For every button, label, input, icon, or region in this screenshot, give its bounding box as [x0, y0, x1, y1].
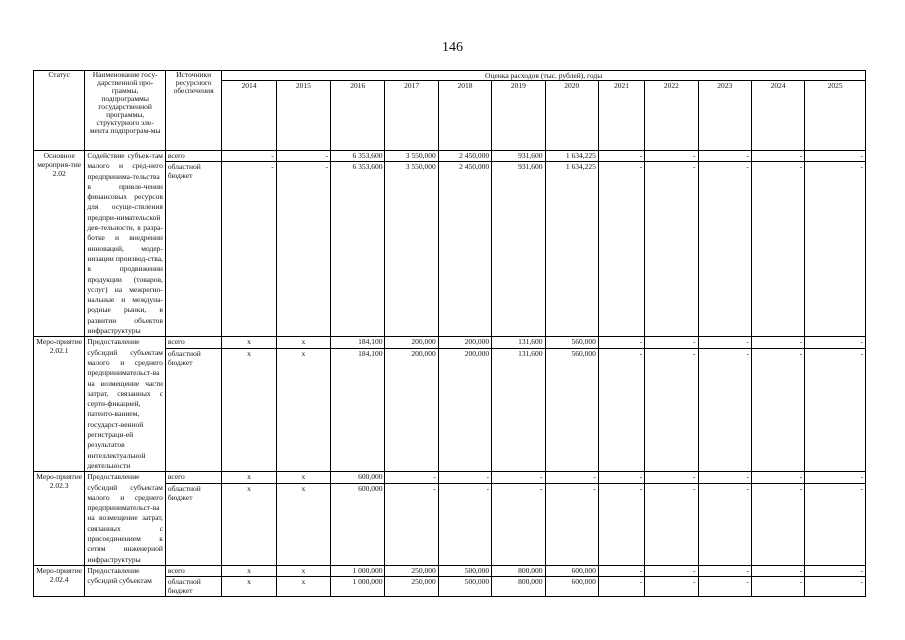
header-costs-title: Оценка расходов (тыс. рублей), годы [222, 71, 866, 81]
row-value: - [598, 337, 644, 349]
row-value: 3 550,000 [385, 151, 438, 162]
header-year: 2019 [492, 81, 545, 151]
row-source: областной бюджет [165, 349, 221, 472]
row-value: 500,000 [438, 565, 491, 576]
row-value: - [805, 337, 866, 349]
row-value: - [698, 151, 751, 162]
page-number: 146 [442, 40, 463, 55]
header-year: 2021 [598, 81, 644, 151]
row-value: 184,100 [331, 337, 385, 349]
row-source: областной бюджет [165, 576, 221, 596]
row-value: - [805, 349, 866, 472]
row-value: - [438, 472, 491, 484]
header-sources: Источники ресурсного обеспечения [165, 71, 221, 151]
budget-table [33, 70, 866, 597]
table-row [34, 565, 866, 576]
row-source: всего [165, 151, 221, 162]
row-value: 931,600 [492, 162, 545, 337]
header-year: 2020 [545, 81, 598, 151]
row-source: всего [165, 565, 221, 576]
row-value: 1 000,000 [331, 576, 385, 596]
header-year: 2022 [645, 81, 698, 151]
table-row [34, 337, 866, 349]
row-value: 200,000 [438, 349, 491, 472]
row-value: - [751, 162, 804, 337]
row-value: - [751, 483, 804, 565]
row-value: - [751, 565, 804, 576]
row-value: - [698, 565, 751, 576]
row-value: 600,000 [331, 483, 385, 565]
row-value: 600,000 [331, 472, 385, 484]
row-name: Предоставление субсидий субъектам [85, 565, 166, 596]
table-row [34, 472, 866, 484]
row-value: x [222, 576, 276, 596]
row-value: x [276, 576, 330, 596]
row-value: - [438, 483, 491, 565]
row-value: x [276, 472, 330, 484]
row-value: 200,000 [438, 337, 491, 349]
table-row [34, 151, 866, 162]
row-value: x [276, 565, 330, 576]
row-value: 6 353,600 [331, 151, 385, 162]
row-value: - [698, 337, 751, 349]
row-value: x [222, 483, 276, 565]
row-value: 200,000 [385, 337, 438, 349]
row-value: - [751, 151, 804, 162]
row-value: x [222, 565, 276, 576]
header-year: 2023 [698, 81, 751, 151]
row-value: 500,000 [438, 576, 491, 596]
row-value: 600,000 [545, 576, 598, 596]
row-status: Меро-приятие 2.02.4 [34, 565, 85, 596]
row-value: 250,000 [385, 565, 438, 576]
row-value: - [598, 576, 644, 596]
row-value: x [222, 337, 276, 349]
row-value: - [545, 472, 598, 484]
row-value: - [222, 162, 276, 337]
row-value: - [805, 565, 866, 576]
row-value: 2 450,000 [438, 151, 491, 162]
row-value: - [751, 337, 804, 349]
header-year: 2017 [385, 81, 438, 151]
header-year: 2014 [222, 81, 276, 151]
row-value: x [222, 349, 276, 472]
row-status: Основное мероприя-тие 2.02 [34, 151, 85, 337]
header-year: 2016 [331, 81, 385, 151]
row-value: 184,100 [331, 349, 385, 472]
row-value: - [598, 151, 644, 162]
row-value: - [805, 151, 866, 162]
row-value: 560,000 [545, 349, 598, 472]
row-value: x [276, 337, 330, 349]
row-value: - [385, 483, 438, 565]
row-value: - [645, 565, 698, 576]
row-value: - [545, 483, 598, 565]
row-value: - [805, 162, 866, 337]
row-source: всего [165, 337, 221, 349]
row-value: - [598, 483, 644, 565]
row-value: - [751, 349, 804, 472]
row-status: Меро-приятие 2.02.3 [34, 472, 85, 566]
row-value: - [698, 483, 751, 565]
row-source: областной бюджет [165, 483, 221, 565]
row-value: 3 550,000 [385, 162, 438, 337]
row-value: - [598, 472, 644, 484]
row-value: - [222, 151, 276, 162]
row-value: - [385, 472, 438, 484]
row-value: 131,600 [492, 337, 545, 349]
row-status: Меро-приятие 2.02.1 [34, 337, 85, 472]
row-value: - [698, 472, 751, 484]
row-value: - [805, 483, 866, 565]
header-year: 2024 [751, 81, 804, 151]
row-value: 2 450,000 [438, 162, 491, 337]
header-name: Наименование госу-дарственной про-граммы, подпрограммы государственной программы, структурного эле-мента подпрограм-мы [85, 71, 166, 151]
row-value: 200,000 [385, 349, 438, 472]
row-value: - [598, 162, 644, 337]
row-value: - [805, 472, 866, 484]
row-value: - [645, 483, 698, 565]
header-year: 2025 [805, 81, 866, 151]
row-value: 600,000 [545, 565, 598, 576]
row-value: - [492, 483, 545, 565]
row-value: 1 634,225 [545, 162, 598, 337]
header-year: 2018 [438, 81, 491, 151]
table-body [34, 151, 866, 597]
row-value: - [805, 576, 866, 596]
row-value: x [276, 349, 330, 472]
row-value: - [492, 472, 545, 484]
row-value: - [698, 162, 751, 337]
header-status: Статус [34, 71, 85, 151]
row-name: Содействие субъек-там малого и сред-него предпринима-тельства в привле-чении финансовых ресурсов для осуще-ствления предпри-нимательской дея-тельности, в разра-ботке и внедрении инноваций, модер-низации производ-ства, в продвижении продукции (товаров, услуг) на межрегио-нальные и междуна-родные рынки, в развитии объектов инфраструктуры [85, 151, 166, 337]
row-value: 800,000 [492, 576, 545, 596]
row-value: - [698, 349, 751, 472]
row-value: - [598, 349, 644, 472]
row-value: - [645, 162, 698, 337]
row-value: - [751, 472, 804, 484]
row-value: x [276, 483, 330, 565]
row-value: 931,600 [492, 151, 545, 162]
row-value: - [645, 472, 698, 484]
row-name: Предоставление субсидий субъектам малого и среднего предпринимательст-ва на возмещение затрат, связанных с присоединением к сетям инженерной инфраструктуры [85, 472, 166, 566]
row-value: - [645, 349, 698, 472]
row-value: - [276, 151, 330, 162]
row-value: 1 000,000 [331, 565, 385, 576]
row-value: - [751, 576, 804, 596]
row-value: x [222, 472, 276, 484]
row-value: - [645, 151, 698, 162]
row-source: всего [165, 472, 221, 484]
row-value: 1 634,225 [545, 151, 598, 162]
header-year: 2015 [276, 81, 330, 151]
row-value: - [598, 565, 644, 576]
row-value: - [645, 576, 698, 596]
row-value: 6 353,600 [331, 162, 385, 337]
row-value: 800,000 [492, 565, 545, 576]
row-value: 131,600 [492, 349, 545, 472]
row-source: областной бюджет [165, 162, 221, 337]
row-value: 560,000 [545, 337, 598, 349]
row-value: - [276, 162, 330, 337]
row-value: - [698, 576, 751, 596]
row-value: 250,000 [385, 576, 438, 596]
row-value: - [645, 337, 698, 349]
row-name: Предоставление субсидий субъектам малого и среднего предпринимательст-ва на возмещение части затрат, связанных с серти-фикацией, патенто-ванием, государст-венной регистраци-ей результатов интеллектуальной деятельности [85, 337, 166, 472]
